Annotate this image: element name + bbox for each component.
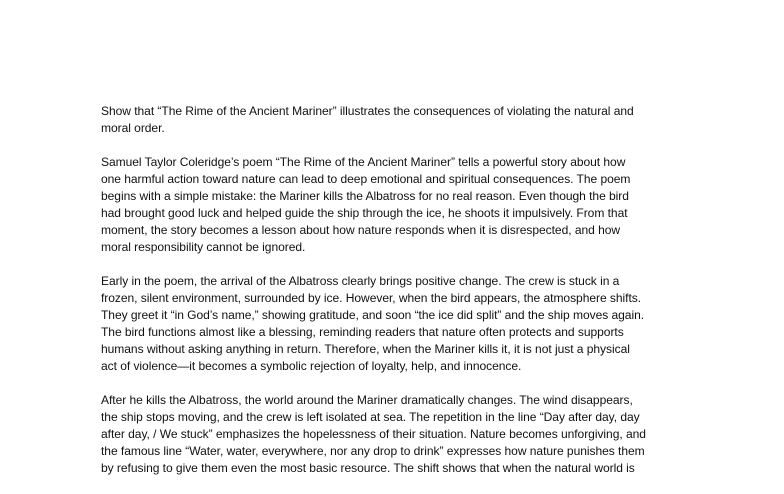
essay-body [101, 103, 691, 494]
text-line: begins with a simple mistake: the Mariner kills the Albatross for no real reason. Even though the bird [101, 189, 629, 203]
text-line: by refusing to give them even the most basic resource. The shift shows that when the natural world is [101, 461, 635, 475]
text-line: the famous line “Water, water, everywhere, nor any drop to drink” expresses how nature punishes them [101, 444, 645, 458]
text-line: They greet it “in God’s name,” showing gratitude, and soon “the ice did split” and the ship moves again. [101, 308, 645, 322]
text-line: humans without asking anything in return. Therefore, when the Mariner kills it, it is not just a physical [101, 342, 630, 356]
essay-prompt [101, 103, 691, 137]
text-line: one harmful action toward nature can lead to deep emotional and spiritual consequences. The poem [101, 172, 631, 186]
prompt-line: moral order. [101, 121, 165, 135]
text-line: After he kills the Albatross, the world around the Mariner dramatically changes. The wind disappears, [101, 393, 633, 407]
prompt-line: Show that “The Rime of the Ancient Mariner” illustrates the consequences of violating the natural and [101, 104, 634, 118]
paragraph-consequences [101, 392, 691, 477]
text-line: moment, the story becomes a lesson about how nature responds when it is disrespected, and how [101, 223, 621, 237]
paragraph-albatross-arrival [101, 273, 691, 375]
text-line: frozen, silent environment, surrounded by ice. However, when the bird appears, the atmosphere shifts. [101, 291, 642, 305]
text-line: Samuel Taylor Coleridge’s poem “The Rime of the Ancient Mariner” tells a powerful story about how [101, 155, 626, 169]
text-line: after day, / We stuck” emphasizes the hopelessness of their situation. Nature becomes unforgiving, and [101, 427, 646, 441]
text-line: The bird functions almost like a blessing, reminding readers that nature often protects and supports [101, 325, 624, 339]
paragraph-introduction [101, 154, 691, 256]
text-line: the ship stops moving, and the crew is left isolated at sea. The repetition in the line “Day after day, day [101, 410, 640, 424]
text-line: moral responsibility cannot be ignored. [101, 240, 306, 254]
text-line: Early in the poem, the arrival of the Albatross clearly brings positive change. The crew is stuck in a [101, 274, 620, 288]
text-line: had brought good luck and helped guide the ship through the ice, he shoots it impulsively. From that [101, 206, 628, 220]
text-line: act of violence—it becomes a symbolic rejection of loyalty, help, and innocence. [101, 359, 522, 373]
